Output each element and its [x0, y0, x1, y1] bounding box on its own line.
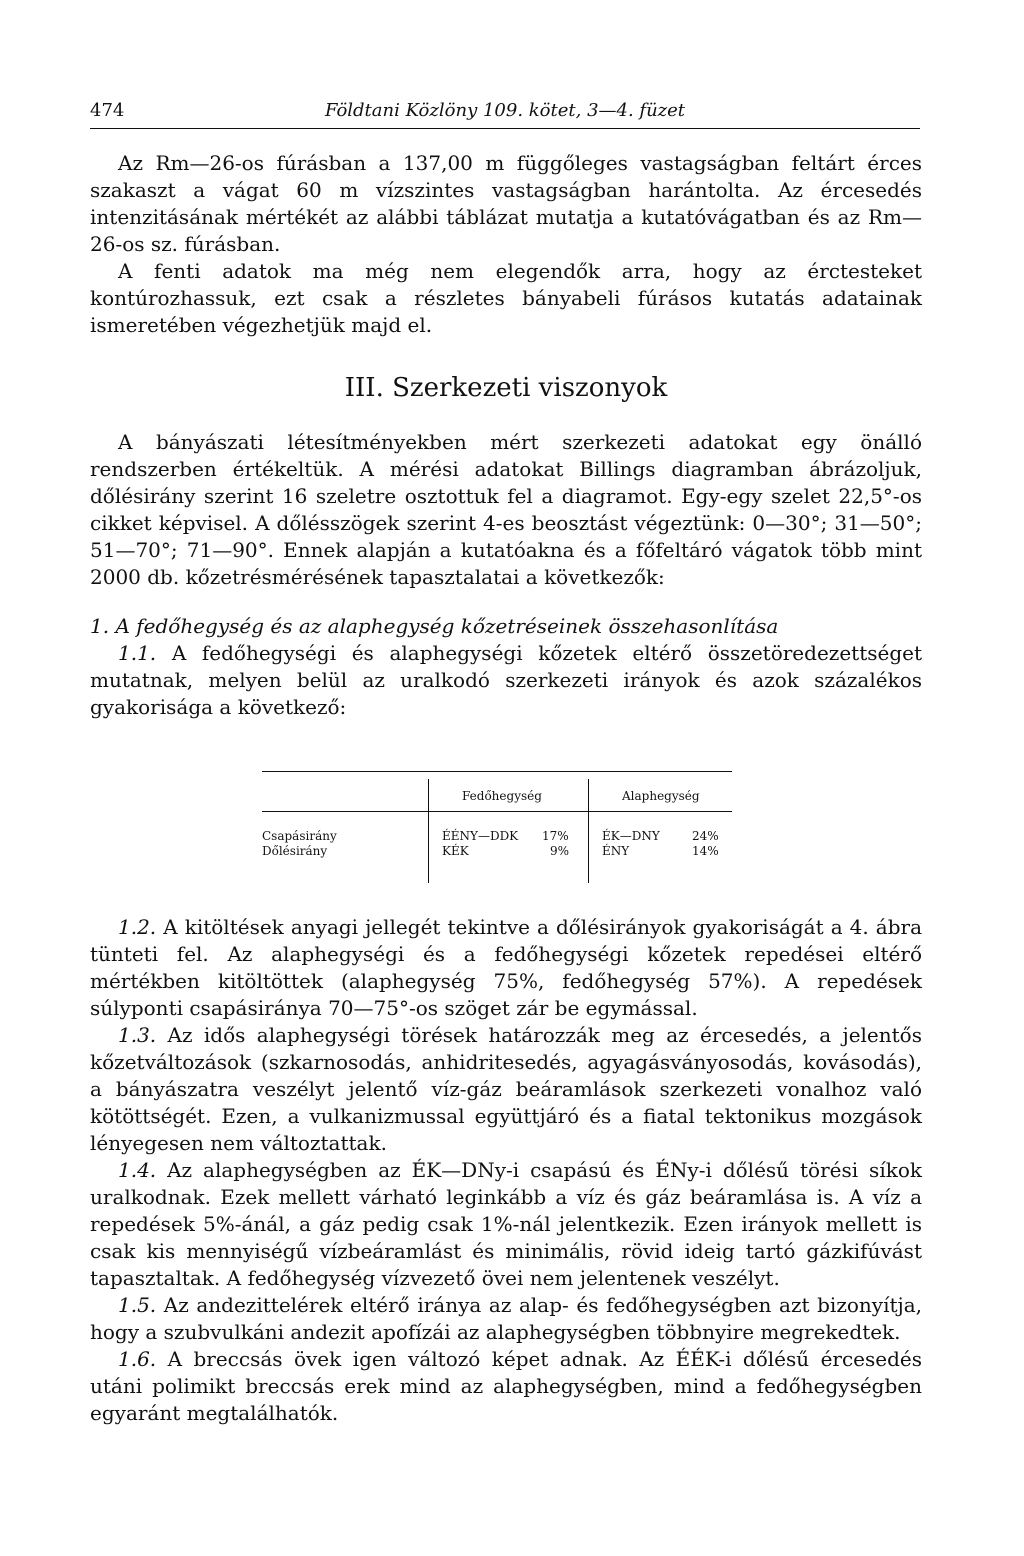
table-cell: 24% [692, 829, 719, 843]
table-header-fedo: Fedőhegység [462, 789, 542, 803]
table-cell: KÉK [442, 844, 469, 858]
paragraph: 1.3. Az idős alaphegységi törések határozzák meg az ércesedés, a jelentős kőzetváltozások (szkarnosodás, anhidritesedés, agyagásványosodás, kovásodás), a bányászatra veszélyt jelentő víz-gáz beáramlások szerkezeti vonalhoz való kötöttségét. Ezen, a vulkanizmussal együttjáró és a fiatal tektonikus mozgások lényegesen nem változtattak. [90, 1023, 922, 1155]
paragraph: 1.5. Az andezittelérek eltérő iránya az alap- és fedőhegységben azt bizonyítja, hogy a szubvulkáni andezit apofízái az alaphegységben többnyire megrekedtek. [90, 1293, 922, 1344]
paragraph: 1.1. A fedőhegységi és alaphegységi kőzetek eltérő összetöredezettséget mutatnak, melyen belül az uralkodó szerkezeti irányok és azok százalékos gyakorisága a következő: [90, 641, 923, 719]
table-header-rule [262, 811, 732, 812]
section-title: III. Szerkezeti viszonyok [344, 373, 668, 403]
running-header [90, 100, 920, 129]
page-number: 474 [90, 100, 125, 121]
table-col-divider [428, 779, 429, 883]
table-top-rule [262, 771, 732, 772]
paragraph: 1.6. A breccsás övek igen változó képet adnak. Az ÉÉK-i dőlésű ércesedés utáni polimikt breccsás erek mind az alaphegységben, mind a fedőhegységben egyaránt megtalálhatók. [90, 1347, 923, 1425]
table-cell: 17% [542, 829, 569, 843]
table-row-label: Dőlésirány [262, 844, 328, 858]
table-cell: ÉNY [602, 844, 630, 858]
direction-table [262, 771, 732, 886]
table-cell: 14% [692, 844, 719, 858]
paragraph: A fenti adatok ma még nem elegendők arra, hogy az érctesteket kontúrozhassuk, ezt csak a részletes bányabeli fúrásos kutatás adatainak ismeretében végezhetjük majd el. [90, 259, 922, 337]
body-text [90, 150, 922, 1427]
paragraph-number: 1.1. [118, 641, 157, 665]
paragraph-number: 1.5. [118, 1293, 157, 1317]
table-header-alap: Alaphegység [622, 789, 700, 803]
table-col-divider [588, 779, 589, 883]
paragraph: 1.4. Az alaphegységben az ÉK—DNy-i csapású és ÉNy-i dőlésű törési síkok uralkodnak. Ezek mellett várható leginkább a víz és gáz beáramlása is. A víz a repedések 5%-ánál, a gáz pedig csak 1%-nál jelentkezik. Ezen irányok mellett is csak kis mennyiségű vízbeáramlást és minimális, rövid ideig tartó gázkifúvást tapasztaltak. A fedőhegység vízvezető övei nem jelentenek veszélyt. [90, 1158, 922, 1290]
table-row-label: Csapásirány [262, 829, 337, 843]
subsection-title: 1. A fedőhegység és az alaphegység kőzetréseinek összehasonlítása [90, 614, 779, 638]
paragraph-number: 1.3. [118, 1023, 157, 1047]
table-cell: ÉK—DNY [602, 829, 660, 843]
paragraph-number: 1.4. [118, 1158, 157, 1182]
table-cell: 9% [550, 844, 570, 858]
paragraph: Az Rm—26-os fúrásban a 137,00 m függőleges vastagságban feltárt érces szakaszt a vágat 60 m vízszintes vastagságban harántolta. Az ércesedés intenzitásának mértékét az alábbi táblázat mutatja a kutatóvágatban és az Rm—26-os sz. fúrásban. [90, 151, 922, 256]
paragraph: 1.2. A kitöltések anyagi jellegét tekintve a dőlésirányok gyakoriságát a 4. ábra tünteti fel. Az alaphegységi és a fedőhegységi kőzetek repedései eltérő mértékben kitöltöttek (alaphegység 75%, fedőhegység 57%). A repedések súlyponti csapásiránya 70—75°-os szöget zár be egymással. [90, 915, 922, 1020]
paragraph-number: 1.2. [118, 915, 157, 939]
journal-title: Földtani Közlöny 109. kötet, 3—4. füzet [324, 100, 686, 121]
table-cell: ÉÉNY—DDK [442, 829, 519, 843]
paragraph-number: 1.6. [118, 1347, 157, 1371]
paragraph: A bányászati létesítményekben mért szerkezeti adatokat egy önálló rendszerben értékeltük. A mérési adatokat Billings diagramban ábrázoljuk, dőlésirány szerint 16 szeletre osztottuk fel a diagramot. Egy-egy szelet 22,5°-os cikket képvisel. A dőlésszögek szerint 4-es beosztást végeztünk: 0—30°; 31—50°; 51—70°; 71—90°. Ennek alapján a kutatóakna és a főfeltáró vágatok több mint 2000 db. kőzetrésmérésének tapasztalatai a következők: [90, 430, 922, 589]
